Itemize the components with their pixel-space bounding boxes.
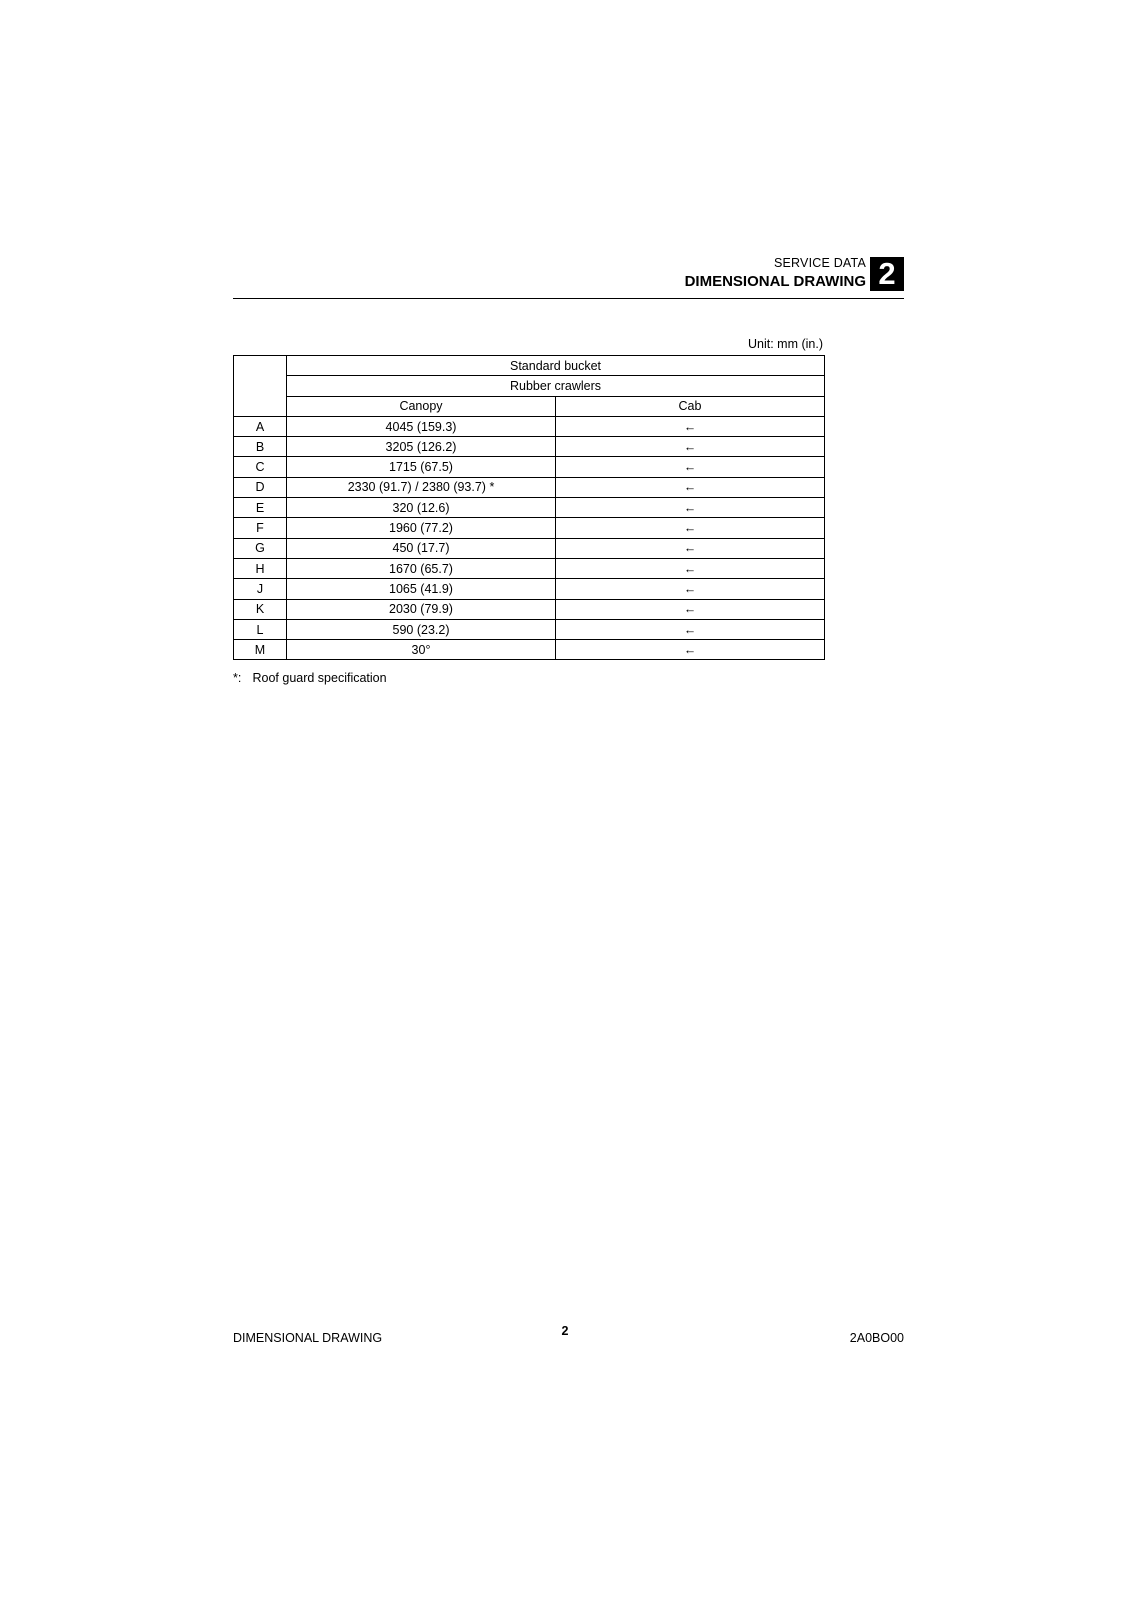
cab-value: ← — [556, 619, 825, 639]
cab-value: ← — [556, 640, 825, 660]
cab-value: ← — [556, 518, 825, 538]
canopy-value: 1065 (41.9) — [287, 579, 556, 599]
footnote-text: Roof guard specification — [252, 671, 387, 685]
row-label: K — [234, 599, 287, 619]
table-row — [234, 518, 825, 538]
row-label: H — [234, 558, 287, 578]
page-title: DIMENSIONAL DRAWING — [684, 273, 866, 290]
table-header-row — [234, 396, 825, 416]
canopy-value: 4045 (159.3) — [287, 416, 556, 436]
table-row — [234, 579, 825, 599]
row-label: E — [234, 498, 287, 518]
table-row — [234, 640, 825, 660]
row-label: B — [234, 437, 287, 457]
table-header-row — [234, 356, 825, 376]
header-divider — [233, 298, 904, 299]
table-row — [234, 498, 825, 518]
footnote-marker: *: — [233, 671, 242, 685]
canopy-value: 3205 (126.2) — [287, 437, 556, 457]
canopy-value: 2030 (79.9) — [287, 599, 556, 619]
dimensions-table — [233, 355, 825, 660]
canopy-value: 30° — [287, 640, 556, 660]
unit-label: Unit: mm (in.) — [748, 337, 823, 351]
row-label: D — [234, 477, 287, 497]
table-row — [234, 416, 825, 436]
row-label: J — [234, 579, 287, 599]
footer-section-name: DIMENSIONAL DRAWING — [233, 1331, 383, 1345]
row-label: F — [234, 518, 287, 538]
page-header — [233, 256, 904, 300]
row-label: A — [234, 416, 287, 436]
section-name: SERVICE DATA — [773, 256, 866, 270]
canopy-value: 1670 (65.7) — [287, 558, 556, 578]
cab-value: ← — [556, 477, 825, 497]
header-canopy: Canopy — [287, 396, 556, 416]
canopy-value: 590 (23.2) — [287, 619, 556, 639]
page-number: 2 — [561, 1324, 569, 1338]
cab-value: ← — [556, 437, 825, 457]
table-row — [234, 437, 825, 457]
canopy-value: 1715 (67.5) — [287, 457, 556, 477]
table-row — [234, 619, 825, 639]
table-row — [234, 558, 825, 578]
table-row — [234, 599, 825, 619]
row-label: G — [234, 538, 287, 558]
table-row — [234, 477, 825, 497]
canopy-value: 2330 (91.7) / 2380 (93.7) * — [287, 477, 556, 497]
table-row — [234, 538, 825, 558]
cab-value: ← — [556, 457, 825, 477]
canopy-value: 450 (17.7) — [287, 538, 556, 558]
canopy-value: 1960 (77.2) — [287, 518, 556, 538]
cab-value: ← — [556, 599, 825, 619]
table-header-row — [234, 376, 825, 396]
footnote — [233, 671, 387, 685]
canopy-value: 320 (12.6) — [287, 498, 556, 518]
table-row — [234, 457, 825, 477]
cab-value: ← — [556, 558, 825, 578]
row-label: C — [234, 457, 287, 477]
corner-cell — [234, 356, 287, 417]
cab-value: ← — [556, 538, 825, 558]
cab-value: ← — [556, 416, 825, 436]
row-label: L — [234, 619, 287, 639]
chapter-number-badge: 2 — [870, 257, 904, 291]
header-cab: Cab — [556, 396, 825, 416]
cab-value: ← — [556, 579, 825, 599]
cab-value: ← — [556, 498, 825, 518]
document-code: 2A0BO00 — [849, 1331, 904, 1345]
header-rubber-crawlers: Rubber crawlers — [287, 376, 825, 396]
header-standard-bucket: Standard bucket — [287, 356, 825, 376]
row-label: M — [234, 640, 287, 660]
